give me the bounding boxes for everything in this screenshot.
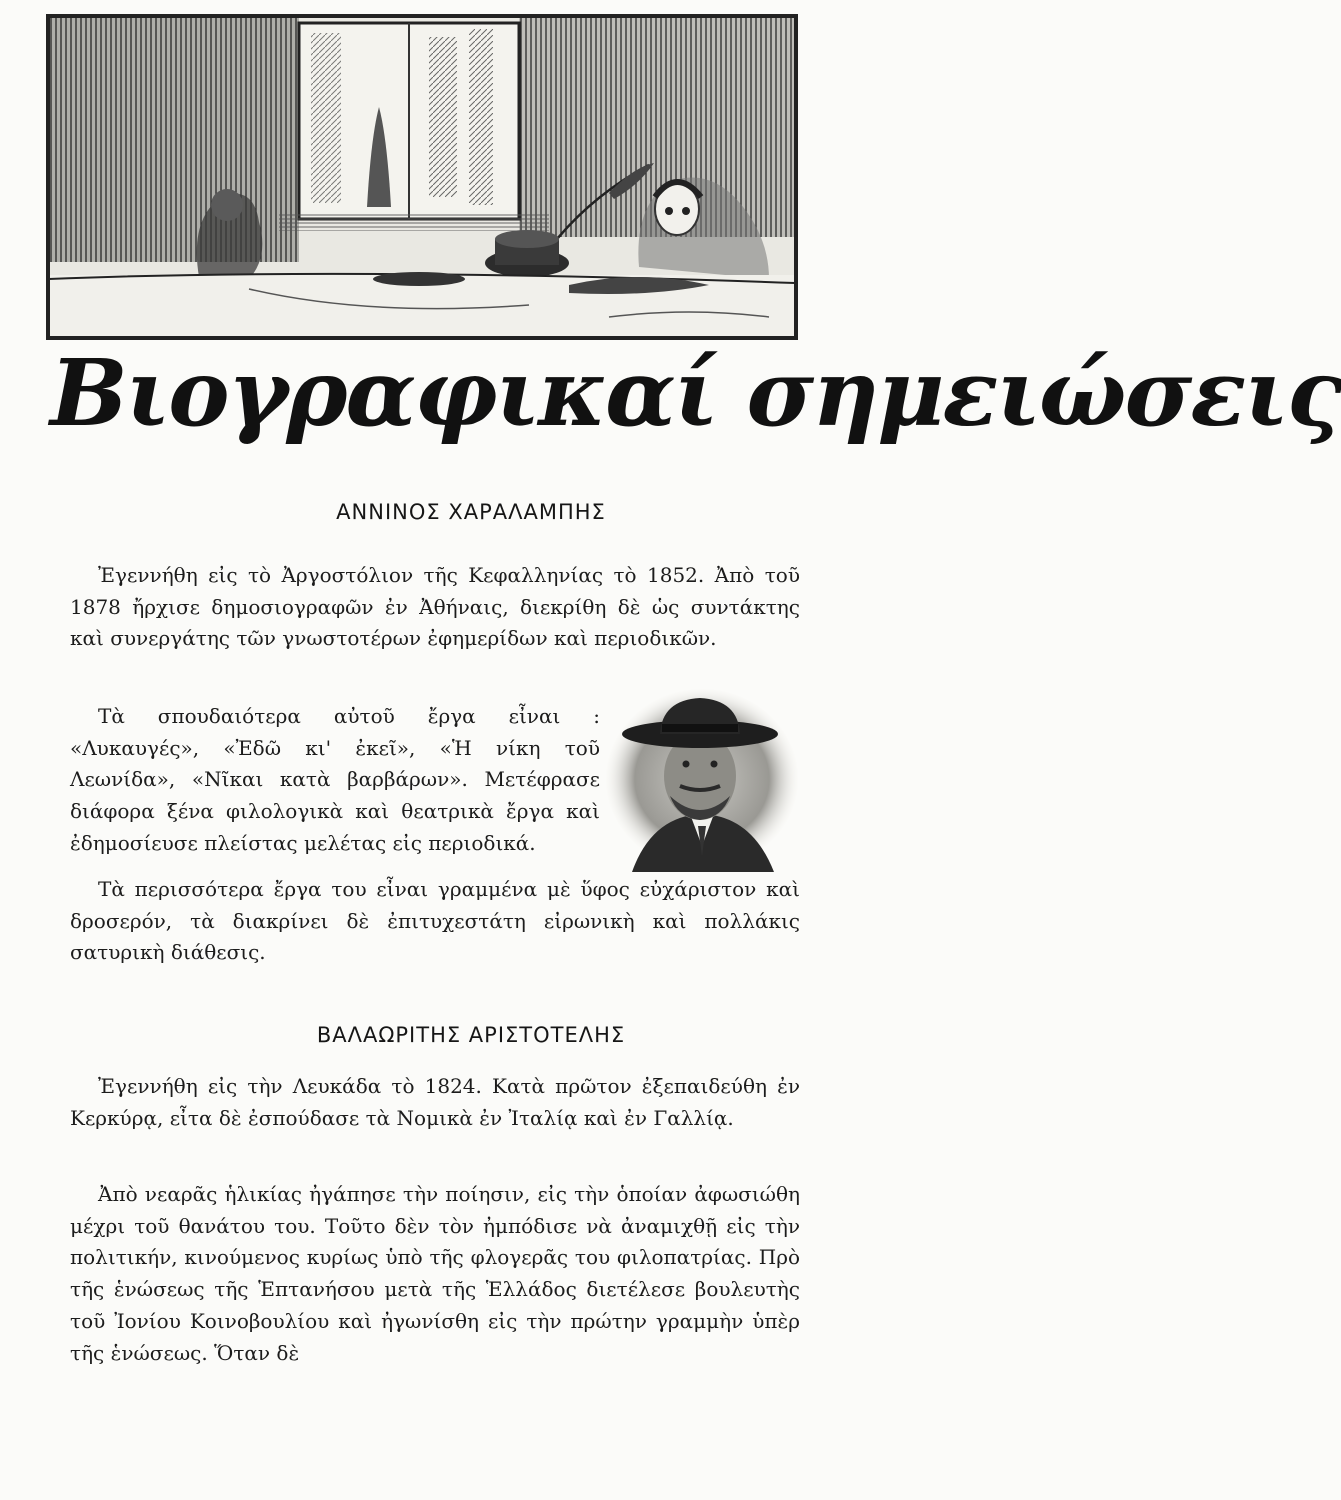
section-heading-valaoritis: ΒΑΛΑΩΡΙΤΗΣ ΑΡΙΣΤΟΤΕΛΗΣ: [316, 1023, 626, 1047]
header-illustration: [46, 14, 798, 340]
writing-desk-engraving: [49, 17, 795, 337]
paragraph: Τὰ σπουδαιότερα αὐτοῦ ἔργα εἶναι : «Λυκαυγές», «Ἐδῶ κι' ἐκεῖ», «Ἡ νίκη τοῦ Λεωνίδα», «Νῖκαι κατὰ βαρβάρων». Μετέφρασε διάφορα ξένα φιλολογικὰ καὶ θεατρικὰ ἔργα καὶ ἐδημοσίευσε πλείστας μελέτας εἰς περιοδικά.: [70, 704, 600, 855]
portrait-photo: [602, 686, 802, 872]
paragraph: Ἐγεννήθη εἰς τὸ Ἀργοστόλιον τῆς Κεφαλληνίας τὸ 1852. Ἀπὸ τοῦ 1878 ἤρχισε δημοσιογραφῶν ἐν Ἀθήναις, διεκρίθη δὲ ὡς συντάκτης καὶ συνεργάτης τῶν γνωστοτέρων ἐφημερίδων καὶ περιοδικῶν.: [70, 563, 800, 651]
paragraph: Τὰ περισσότερα ἔργα του εἶναι γραμμένα μὲ ὕφος εὐχάριστον καὶ δροσερόν, τὰ διακρίνει δὲ ἐπιτυχεστάτη εἰρωνικὴ καὶ πολλάκις σατυρικὴ διάθεσις.: [70, 877, 800, 965]
calligraphy-title: Βιογραφικαί σημειώσεις: [50, 339, 1341, 447]
paragraph: Ἐγεννήθη εἰς τὴν Λευκάδα τὸ 1824. Κατὰ πρῶτον ἐξεπαιδεύθη ἐν Κερκύρᾳ, εἶτα δὲ ἐσπούδασε τὰ Νομικὰ ἐν Ἰταλίᾳ καὶ ἐν Γαλλίᾳ.: [70, 1074, 800, 1130]
section-heading-annino: ΑΝΝΙΝΟΣ ΧΑΡΑΛΑΜΠΗΣ: [336, 500, 606, 524]
paragraph: Ἀπὸ νεαρᾶς ἡλικίας ἠγάπησε τὴν ποίησιν, εἰς τὴν ὁποίαν ἀφωσιώθη μέχρι τοῦ θανάτου του. Τοῦτο δὲν τὸν ἠμπόδισε νὰ ἀναμιχθῇ εἰς τὴν πολιτικήν, κινούμενος κυρίως ὑπὸ τῆς φλογερᾶς του φιλοπατρίας. Πρὸ τῆς ἑνώσεως τῆς Ἑπτανήσου μετὰ τῆς Ἑλλάδος διετέλεσε βουλευτὴς τοῦ Ἰονίου Κοινοβουλίου καὶ ἠγωνίσθη εἰς τὴν πρώτην γραμμὴν ὑπὲρ τῆς ἑνώσεως. Ὅταν δὲ: [70, 1182, 800, 1365]
